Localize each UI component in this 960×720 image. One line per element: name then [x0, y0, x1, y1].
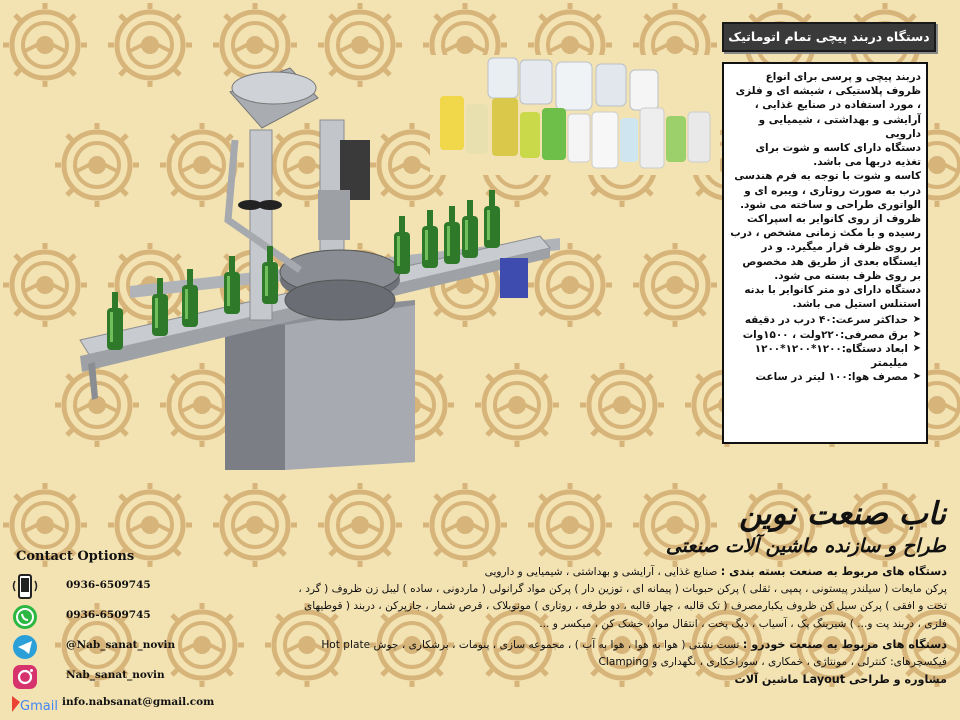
description-text: کاسه و شوت با توجه به فرم هندسی درب به صورت روتاری ، ویبره ای و الواتوری طراحی و ساخته می شود.: [734, 170, 921, 211]
brand-block: [600, 496, 946, 558]
packaging-text: پرکن مایعات ( سیلندر پیستونی ، پمپی ، ثقلی ) پرکن حبوبات ( پیمانه ای ، توزین دار ) پرکن مواد گرانولی ( ماردونی ، ساده ) لیبل زن ظروف ( گرد ،: [298, 583, 947, 596]
brand-tagline: طراح و سازنده ماشین آلات صنعتی: [665, 535, 946, 557]
services-info: [255, 563, 947, 688]
brand-name: ناب صنعت نوین: [739, 496, 946, 532]
spec-item: ➤ حداکثر سرعت:۴۰ درب در دقیقه: [744, 314, 921, 327]
description-text: دستگاه دارای کاسه و شوت برای تغذیه دربها می باشد.: [755, 142, 921, 169]
automotive-text: تست نشتی ( هوا به هوا ، هوا به آب ) ، مجموعه سازی ، پنومات ، برشکاری ، جوش Hot plate: [321, 638, 740, 651]
contact-instagram[interactable]: Nab_sanat_novin: [10, 663, 230, 691]
phone-icon: [10, 573, 40, 601]
packaging-text: تخت و افقی ) پرکن سیل کن ظروف یکبارمصرف ( تک قالبه ، چهار قالبه ، دو طرفه ، روتاری ) مونوبلاک ، قرص شمار ، جارپرکن ، دربند ( قوطیهای: [303, 600, 947, 613]
spec-item: ➤ مصرف هوا:۱۰۰ لیتر در ساعت: [755, 371, 921, 384]
contact-whatsapp[interactable]: 0936-6509745: [10, 603, 230, 631]
contact-phone[interactable]: 0936-6509745: [10, 573, 230, 601]
svg-text:Gmail: Gmail: [20, 699, 58, 714]
check-arrow-icon: ➤: [912, 342, 921, 354]
instagram-icon: [10, 663, 40, 691]
description-panel: [722, 62, 928, 444]
packaging-text: فلزی ، دربند پت و... ) شیرینگ پک ، آسیاب ، دیگ پخت ، انتقال مواد، خشک کن ، میکسر و ...: [539, 617, 947, 630]
description-text: دربند پیچی و پرسی برای انواع ظروف پلاستیکی ، شیشه ای و فلزی ، مورد استفاده در صنایع غذایی ، آرایشی و بهداشتی ، شیمیایی و دارویی: [735, 71, 921, 140]
consulting-text: مشاوره و طراحی Layout ماشین آلات: [734, 673, 947, 687]
packaging-heading: دستگاه های مربوط به صنعت بسته بندی :: [720, 565, 947, 578]
check-arrow-icon: ➤: [912, 371, 921, 383]
contact-telegram[interactable]: @Nab_sanat_novin: [10, 633, 230, 661]
contact-email[interactable]: Gmail info.nabsanat@gmail.com: [10, 690, 230, 718]
spec-item: ➤ برق مصرفی:۲۲۰ولت ، ۱۵۰۰وات: [742, 328, 921, 341]
description-text: ظروف از روی کانوایر به اسپراکت رسیده و با مکث زمانی مشخص ، درب بر روی ظرف قرار میگیرد. و در ایستگاه بعدی از طریق هد مخصوص بر روی ظرف بسته می شود.: [730, 213, 921, 282]
gmail-icon: [10, 690, 58, 718]
whatsapp-icon: [10, 603, 40, 631]
packaging-text: صنایع غذایی ، آرایشی و بهداشتی ، شیمیایی و دارویی: [484, 566, 718, 578]
check-arrow-icon: ➤: [912, 328, 921, 340]
check-arrow-icon: ➤: [912, 314, 921, 326]
spec-item: ➤ ابعاد دستگاه:۱۲۰۰*۱۲۰۰*۱۲۰۰ میلیمتر: [754, 342, 921, 370]
telegram-icon: [10, 633, 40, 661]
product-bottles-image: [430, 55, 720, 175]
contact-title: Contact Options: [16, 549, 135, 564]
automotive-heading: دستگاه های مربوط به صنعت خودرو :: [742, 637, 947, 651]
page-title: دستگاه دربند پیچی تمام اتوماتیک: [722, 22, 936, 52]
spec-list: [729, 313, 921, 384]
automotive-text: فیکسچرهای: کنترلی ، مونتاژی ، خمکاری ، سوراخکاری ، نگهداری و Clamping: [598, 656, 947, 669]
description-text: دستگاه دارای دو متر کانوایر با بدنه استنلس استیل می باشد.: [744, 284, 921, 311]
